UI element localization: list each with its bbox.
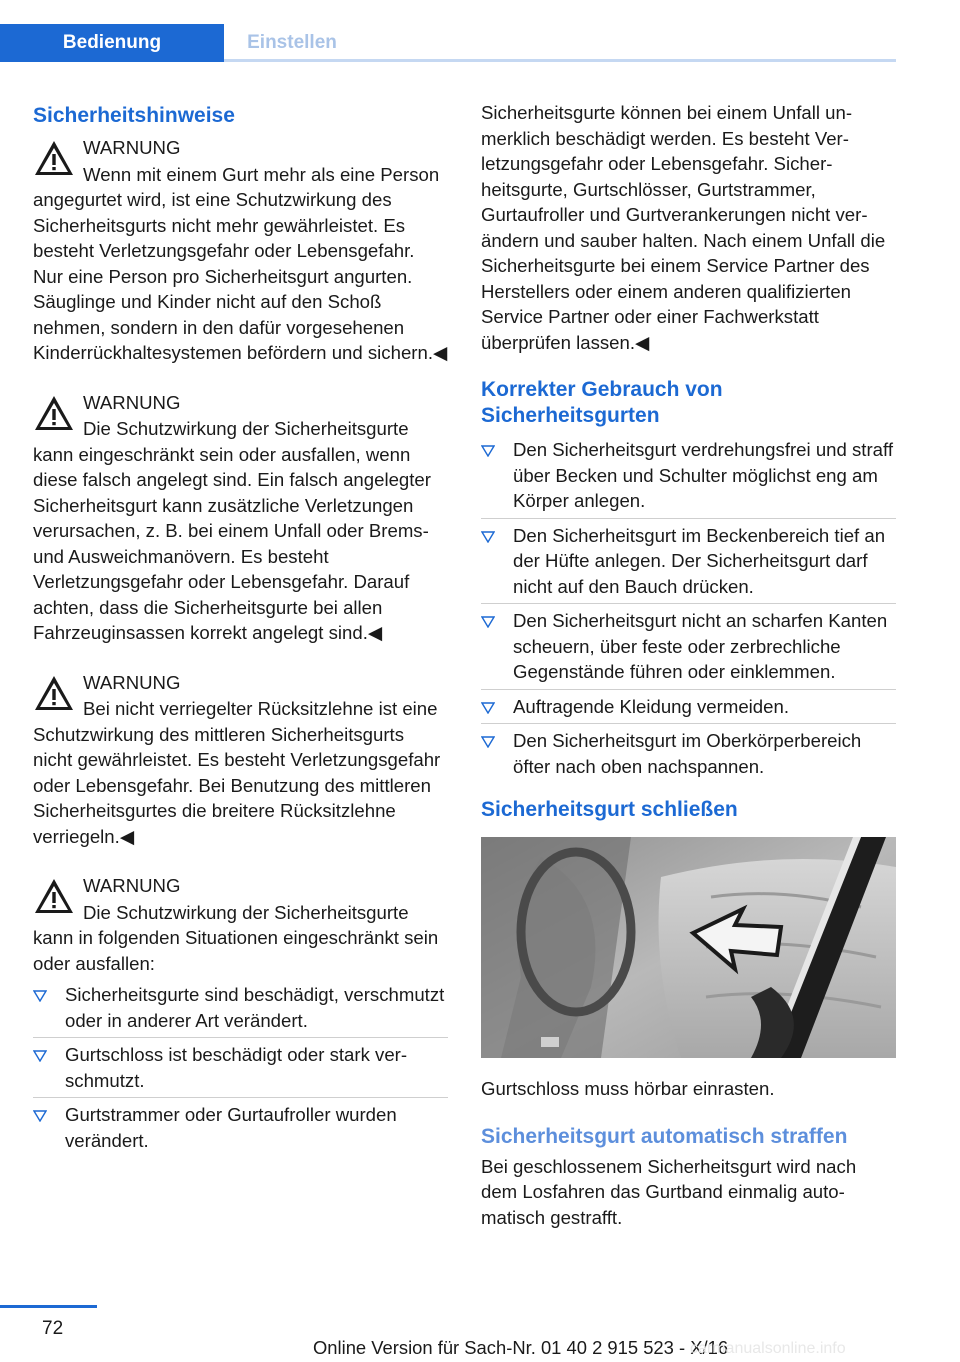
intro-paragraph: Sicherheitsgurte können bei einem Unfall unmerklich beschädigt werden. Es besteht Verletzungsgefahr oder Lebensgefahr. Sicherheitsgurte, Gurtschlösser, Gurtstrammer, Gurtaufroller und Gurtverankerungen nicht verändern und sauber halten. Nach einem Unfall die Sicherheitsgurte bei einem Service Partner des Herstellers oder einem anderen qualifizierten Service Partner oder einer Fachwerkstatt überprüfen lassen.◀ <box>481 102 886 353</box>
triangle-bullet-icon <box>481 445 495 457</box>
list-item-text: Den Sicherheitsgurt im Beckenbereich tief an der Hüfte anlegen. Der Sicherheitsgurt darf nicht auf den Bauch drücken. <box>513 524 886 597</box>
list-item <box>481 437 896 519</box>
caption-text: Gurtschloss muss hörbar einrasten. <box>481 1078 775 1099</box>
list-item <box>481 523 896 605</box>
online-version-text: Online Version für Sach-Nr. 01 40 2 915 523 - X/16 <box>313 1337 729 1358</box>
warning-title: WARNUNG <box>83 137 181 158</box>
triangle-bullet-icon <box>481 531 495 543</box>
page-number: 72 <box>42 1318 64 1339</box>
warning-block-2 <box>33 390 448 646</box>
warning-conditions-list <box>33 982 448 1157</box>
warning-triangle-icon <box>33 670 75 718</box>
warning-block-4 <box>33 873 448 976</box>
warning-block-3 <box>33 670 448 850</box>
list-item-text: Auftragende Kleidung vermeiden. <box>513 695 789 717</box>
list-item-text: Sicherheitsgurte sind beschädigt, verschmutzt oder in anderer Art verändert. <box>65 984 445 1031</box>
tab-bedienung[interactable]: Bedienung <box>0 24 224 62</box>
list-item-text: Gurtschloss ist beschädigt oder stark verschmutzt. <box>65 1044 408 1091</box>
warning-text: Die Schutzwirkung der Sicherheitsgurte kann in folgenden Situationen eingeschränkt sein oder ausfallen: <box>33 901 439 974</box>
triangle-bullet-icon <box>481 616 495 628</box>
right-column <box>481 100 896 1230</box>
page-header <box>0 0 960 62</box>
list-item-text: Gurtstrammer oder Gurtaufroller wurden verändert. <box>65 1104 397 1151</box>
section-heading-gurt-schliessen: Sicherheitsgurt schließen <box>481 798 738 821</box>
left-column <box>33 100 448 1161</box>
section-heading-automatisch-straffen: Sicherheitsgurt automatisch straffen <box>481 1124 848 1148</box>
warning-block-1 <box>33 135 448 366</box>
list-item <box>33 1042 448 1098</box>
tab-einstellen[interactable]: Einstellen <box>247 32 337 53</box>
list-item <box>33 982 448 1038</box>
triangle-bullet-icon <box>33 1050 47 1062</box>
footer-rule <box>0 1305 97 1308</box>
list-item <box>481 694 896 725</box>
triangle-bullet-icon <box>33 990 47 1002</box>
list-item-text: Den Sicherheitsgurt nicht an scharfen Kanten scheuern, über feste oder zerbrechliche Gegenstände führen oder einklemmen. <box>513 610 888 682</box>
list-item <box>481 728 896 783</box>
warning-title: WARNUNG <box>83 391 181 413</box>
section-heading-sicherheitshinweise: Sicherheitshinweise <box>33 104 235 127</box>
warning-title: WARNUNG <box>83 875 181 896</box>
warning-text: Wenn mit einem Gurt mehr als eine Person angegurtet wird, ist eine Schutzwirkung des Sicherheitsgurts nicht mehr gewährleistet. Es besteht Verletzungsgefahr oder Lebensgefahr. Nur eine Person pro Sicherheitsgurt angurten. Säuglinge und Kinder nicht auf den Schoß nehmen, sondern in den dafür vorgesehenen Kinderrückhaltesystemen befördern und sichern.◀ <box>33 163 448 363</box>
list-item-text: Den Sicherheitsgurt verdrehungsfrei und straff über Becken und Schulter möglichst eng am Körper anlegen. <box>513 439 894 511</box>
section-heading-korrekter-gebrauch: Korrekter Gebrauch von Sicherheitsgurten <box>481 378 723 427</box>
final-paragraph: Bei geschlossenem Sicherheitsgurt wird nach dem Losfahren das Gurtband einmalig automatisch gestrafft. <box>481 1155 857 1228</box>
warning-triangle-icon <box>33 390 75 438</box>
seatbelt-buckle-photo <box>481 837 896 1058</box>
watermark-logo: carmanualsonline.info <box>690 1340 846 1357</box>
warning-title: WARNUNG <box>83 671 181 693</box>
header-divider <box>224 59 896 62</box>
usage-list <box>481 437 896 783</box>
warning-triangle-icon <box>33 135 75 183</box>
list-item <box>33 1102 448 1157</box>
triangle-bullet-icon <box>481 736 495 748</box>
list-item-text: Den Sicherheitsgurt im Oberkörperbereich öfter nach oben nachspannen. <box>513 730 862 777</box>
triangle-bullet-icon <box>33 1110 47 1122</box>
triangle-bullet-icon <box>481 702 495 714</box>
list-item <box>481 608 896 690</box>
warning-text: Die Schutzwirkung der Sicherheitsgurte kann eingeschränkt sein oder ausfallen, wenn diese falsch angelegt sind. Ein falsch angelegter Sicherheitsgurt kann zusätzliche Verletzungen verursachen, z. B. bei einem Unfall oder Brems- und Ausweichmanövern. Es besteht Verletzungsgefahr oder Lebensgefahr. Darauf achten, dass die Sicherheitsgurte bei allen Fahrzeuginsassen korrekt angelegt sind.◀ <box>33 418 431 643</box>
warning-triangle-icon <box>33 873 75 921</box>
warning-text: Bei nicht verriegelter Rücksitzlehne ist eine Schutzwirkung des mittleren Sicherheitsgurts nicht gewährleistet. Es besteht Verletzungsgefahr oder Lebensgefahr. Bei Benutzung des mittleren Sicherheitsgurtes die breitere Rücksitzlehne verriegeln.◀ <box>33 698 441 847</box>
